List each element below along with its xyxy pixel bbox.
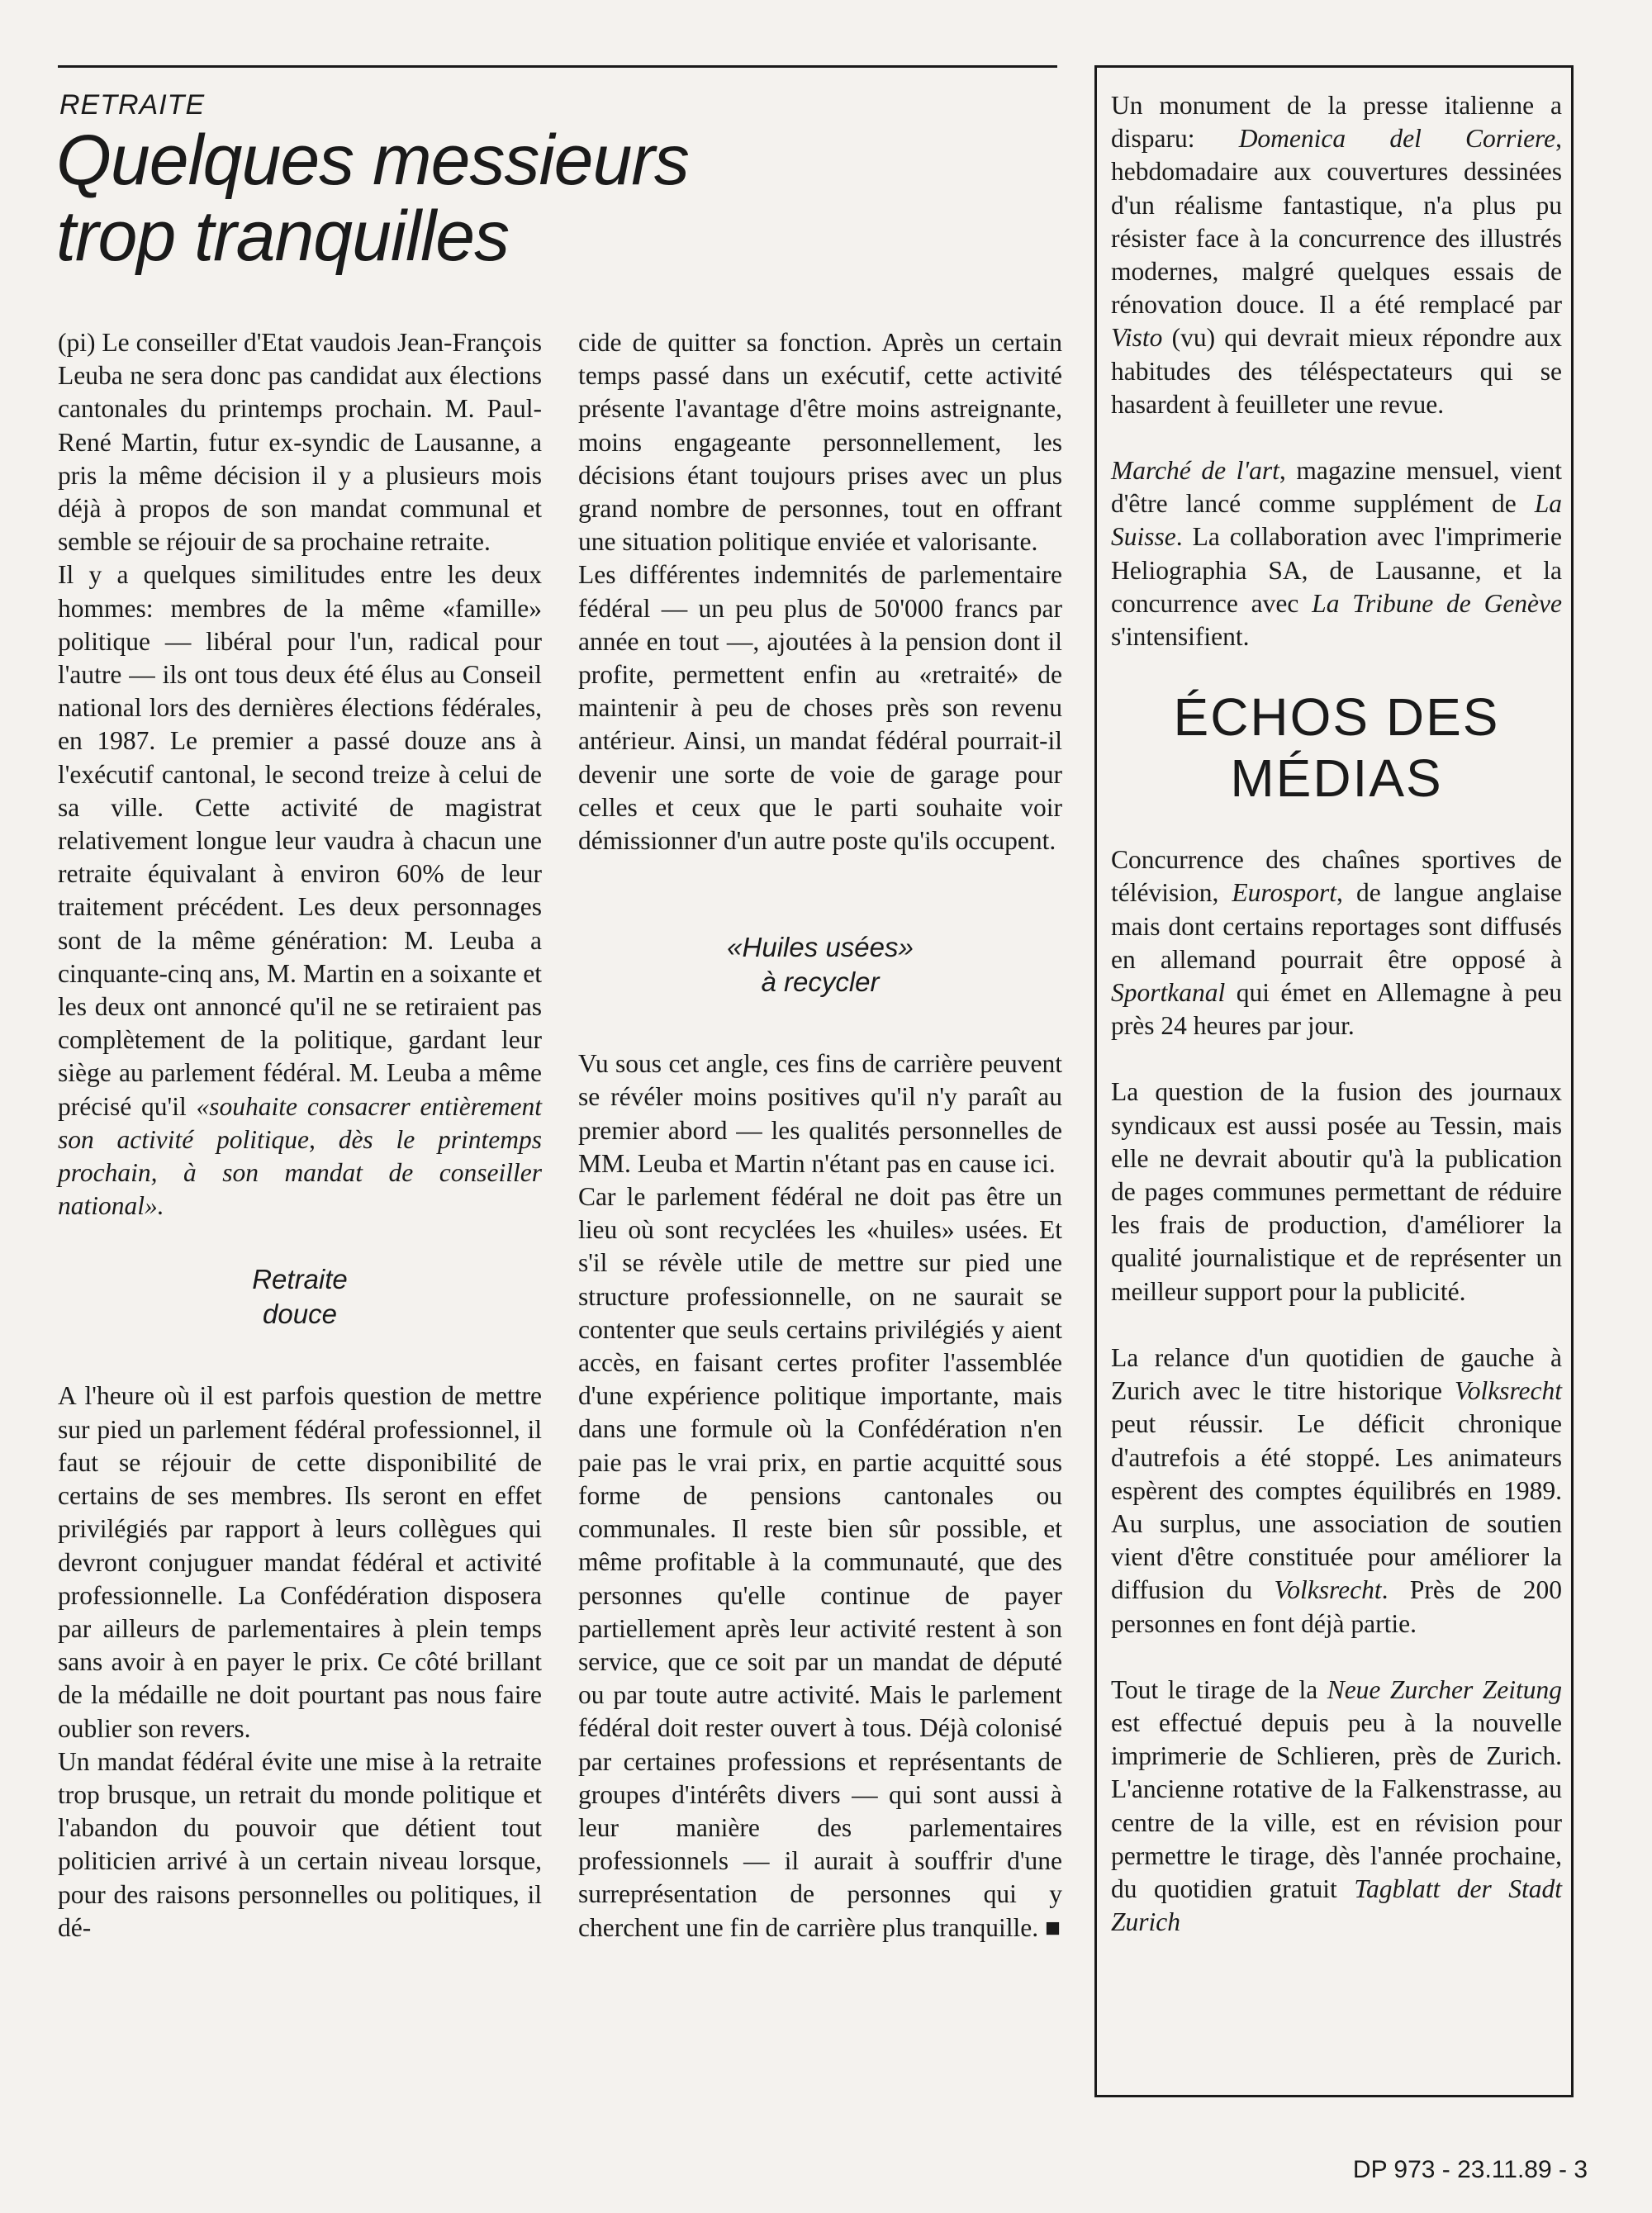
sidebar-item: La question de la fusion des journaux syndicaux est aussi posée au Tessin, mais elle ne devrait aboutir qu'à la publication de pages communes permettant de réduire les frais de production, d'améliorer la qualité journalistique et de représenter un meilleur support pour la publicité. xyxy=(1111,1077,1562,1306)
sidebar-item: Tout le tirage de la Neue Zurcher Zeitung est effectué depuis peu à la nouvelle imprimerie de Schlieren, près de Zurich. L'ancienne rotative de la Falkenstrasse, au centre de la ville, est en révision pour permettre le tirage, dès l'année prochaine, du quotidien gratuit Tagblatt der Stadt Zurich xyxy=(1111,1674,1562,1937)
article-paragraph: A l'heure où il est parfois question de mettre sur pied un parlement fédéral professionnel, il faut se réjouir de cette disponibilité de certains de ses membres. Ils seront en effet privilégiés par rapport à leurs collègues qui devront conjuguer mandat fédéral et activité professionnelle. La Confédération disposera par ailleurs de parlementaires à plein temps sans avoir à en payer le prix. Ce côté brillant de la médaille ne doit pourtant pas nous faire oublier son revers. xyxy=(58,1381,542,1743)
article-column-2 xyxy=(578,326,1062,1945)
subheading-retraite-douce: Retraite douce xyxy=(252,1264,348,1330)
sidebar-heading: ÉCHOS DES MÉDIAS xyxy=(1173,687,1500,809)
article-paragraph: (pi) Le conseiller d'Etat vaudois Jean-François Leuba ne sera donc pas candidat aux élections cantonales du printemps prochain. M. Paul-René Martin, futur ex-syndic de Lausanne, a pris la même décision il y a plusieurs mois déjà à propos de son mandat communal et semble se réjouir de sa prochaine retraite. xyxy=(58,328,542,557)
sidebar-item: Un monument de la presse italienne a disparu: Domenica del Corriere, hebdomadaire aux couvertures dessinées d'un réalisme fantastique, n'a plus pu résister face à la concurrence des illustrés modernes, malgré quelques essais de rénovation douce. Il a été remplacé par Visto (vu) qui devrait mieux répondre aux habitudes des téléspectateurs qui se hasardent à feuilleter une revue. xyxy=(1111,91,1562,419)
article-paragraph: Car le parlement fédéral ne doit pas être un lieu où sont recyclées les «huiles» usées. Et s'il se révèle utile de mettre sur pied une structure professionnelle, on ne saurait se contenter que seuls certains privilégiés y aient accès, en faisant certes profiter l'assemblée d'une expérience politique importante, mais dans une formule où la Confédération n'en paie pas le vrai prix, en partie acquitté sous forme de pensions cantonales ou communales. Il reste bien sûr possible, et même profitable à la communauté, que des personnes qu'elle continue de payer partiellement après leur activité restent à son service, que ce soit par un mandat de député ou par toute autre activité. Mais le parlement fédéral doit rester ouvert à tous. Déjà colonisé par certaines professions et représentants de groupes d'intérêts divers — qui sont aussi à leur manière des parlementaires professionnels — il aurait à souffrir d'une surreprésentation de personnes qui y cherchent une fin de carrière plus tranquille. ■ xyxy=(578,1182,1062,1942)
article-paragraph: Un mandat fédéral évite une mise à la retraite trop brusque, un retrait du monde politique et l'abandon du pouvoir que détient tout politicien arrivé à un certain niveau lorsque, pour des raisons personnelles ou politiques, il dé- xyxy=(58,1746,542,1942)
headline-line-2: trop tranquilles xyxy=(56,197,510,276)
top-rule xyxy=(58,65,1057,68)
article-paragraph: Les différentes indemnités de parlementaire fédéral — un peu plus de 50'000 francs par année en tout —, ajoutées à la pension dont il profite, permettent enfin au «retraité» de maintenir à peu de choses près son revenu antérieur. Ainsi, un mandat fédéral pourrait-il devenir une sorte de voie de garage pour celles et ceux que le parti souhaite voir démissionner d'un autre poste qu'ils occupent. xyxy=(578,560,1062,856)
media-sidebar-column xyxy=(1111,89,1562,1972)
article-paragraph: Vu sous cet angle, ces fins de carrière peuvent se révéler moins positives qu'il n'y paraît au premier abord — les qualités personnelles de MM. Leuba et Martin n'étant pas en cause ici. xyxy=(578,1049,1062,1178)
article-paragraph: cide de quitter sa fonction. Après un certain temps passé dans un exécutif, cette activité présente l'avantage d'être moins astreignante, moins engageante personnellement, les décisions étant toujours prises avec un plus grand nombre de personnes, tout en offrant une situation politique enviée et valorisante. xyxy=(578,328,1062,557)
article-paragraph: Il y a quelques similitudes entre les deux hommes: membres de la même «famille» politique — libéral pour l'un, radical pour l'autre — ils ont tous deux été élus au Conseil national lors des dernières élections fédérales, en 1987. Le premier a passé douze ans à l'exécutif cantonal, le second treize à celui de sa ville. Cette activité de magistrat relativement longue leur vaudra à chacun une retraite équivalant à environ 60% de leur traitement précédent. Les deux personnages sont de la même génération: M. Leuba a cinquante-cinq ans, M. Martin en a soixante et les deux ont annoncé qu'il ne se retiraient pas complètement de la politique, gardant leur siège au parlement fédéral. M. Leuba a même précisé qu'il «souhaite consacrer entièrement son activité politique, dès le printemps prochain, à son mandat de conseiller national». xyxy=(58,560,542,1221)
headline-line-1: Quelques messieurs xyxy=(56,121,689,200)
article-headline xyxy=(56,122,1047,274)
quote: «souhaite consacrer entièrement son activité politique, dès le printemps prochain, à son mandat de conseiller national». xyxy=(58,1091,542,1221)
page-folio: DP 973 - 23.11.89 - 3 xyxy=(1352,2156,1588,2183)
subheading-huiles-usees: «Huiles usées» à recycler xyxy=(727,932,914,998)
article-rubric: RETRAITE xyxy=(59,89,206,121)
article-column-1 xyxy=(58,326,542,1945)
sidebar-item: Marché de l'art, magazine mensuel, vient d'être lancé comme supplément de La Suisse. La collaboration avec l'imprimerie Heliographia SA, de Lausanne, et la concurrence avec La Tribune de Genève s'intensifient. xyxy=(1111,456,1563,652)
sidebar-item: Concurrence des chaînes sportives de télévision, Eurosport, de langue anglaise mais dont certains reportages sont diffusés en allemand pourrait être opposé à Sportkanal qui émet en Allemagne à peu près 24 heures par jour. xyxy=(1111,845,1562,1041)
sidebar-item: La relance d'un quotidien de gauche à Zurich avec le titre historique Volksrecht peut réussir. Le déficit chronique d'autrefois a été stoppé. Les animateurs espèrent des comptes équilibrés en 1989. Au surplus, une association de soutien vient d'être constituée pour améliorer la diffusion du Volksrecht. Près de 200 personnes en font déjà partie. xyxy=(1111,1342,1562,1638)
